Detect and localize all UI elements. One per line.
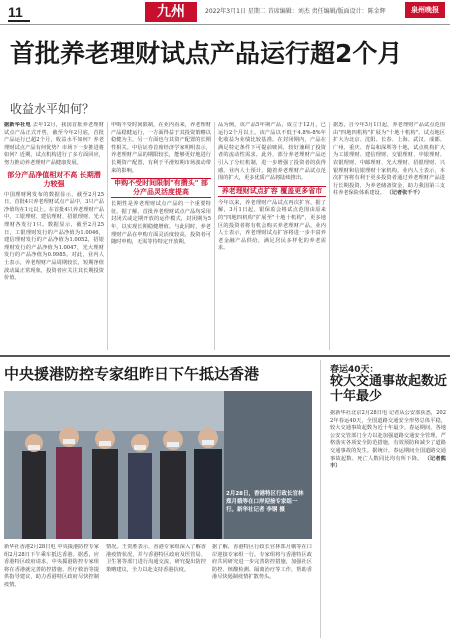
article2-text-3: 据了解，香港特区行政长官林郑月娥等在口岸迎接专家组一行。专家组将与香港特区政府共同研究进一步完善防控措施，加强社区防控、核酸检测、隔离治疗等工作，帮助香港尽快遏制疫情扩散势头。 [212,544,312,581]
article1-col3-text: 品为例，该产品5年期产品，成立于12月，已运行2个月以上。该产品以不低于4.8%-8%年化收益为业绩比较基准。在封闭期内，产品在满足特定条件下可提前赎回，较好兼顾了投资者的流动性需求。此外，部分养老理财产品还引入了分红机制，进一步增强了投资者的获得感。业内人士预计，随着养老理财产品试点范围的扩大，更多优质产品将陆续推出。 [218,122,326,182]
article2-column-1 [4,544,99,638]
article2-text-2: 情况。王贺胜表示，香港专家组深入了解香港疫情状况，并与香港特区政府及医管局、卫生署等部门进行沟通交流，研究提出防控策略建议，全力以赴支持香港抗疫。 [106,544,206,573]
section-badge: 九州 [145,2,197,22]
article2-text-1: 新华社香港2月28日电 中央援港防控专家组2月28日下午乘车抵达香港。据悉，应香港特区政府请求，中央援港防控专家组将在香港就完善防控措施、医疗救治等提供指导建议，助力香港特区政府尽快控制疫情。 [4,544,99,588]
article2-headline: 中央援港防控专家组昨日下午抵达香港 [4,365,260,383]
header-rule [0,24,450,25]
column-divider [329,122,330,350]
section-divider [0,355,450,357]
column-divider [320,360,321,638]
column-divider [107,122,108,350]
column-divider [214,122,215,350]
article1-subhead: 收益水平如何？ [10,102,95,116]
page-header [0,0,450,22]
article3-text: 据新华社北京2月28日电 记者从公安部获悉，2022年春运40天，全国道路交通安全形势总体平稳，较大交通事故起数为近十年最少。春运期间，各地公安交管部门全力以赴加强道路交通安全管理，严格落实各项安全防范措施，有效预防和减少了道路交通事故的发生。据统计，春运期间全国道路交通事故起数、死亡人数同比均有所下降。 [330,410,446,462]
article3-column [330,410,446,638]
article1-col2-subheading: 申购不受时间限制"有攒头" 部分产品灵活度提高 [111,178,211,198]
article1-col3-subheading: 养老理财试点扩容 覆盖更多省市 [218,186,326,197]
article1-col3-text-2: 今年以来，养老理财产品试点再次扩容。据了解，3月1日起，银保监会将试点范围由原来的"四地四机构"扩展至"十地十机构"，更多地区的投资者将有机会购买养老理财产品。业内人士表示，养老理财试点扩容将进一步丰富养老金融产品供给，满足居民多样化的养老需求。 [218,199,326,252]
article3-kicker: 春运40天： [330,365,379,375]
article1-col4-text: 据悉，自今年3月1日起，养老理财产品试点范围由"四地四机构"扩展为"十地十机构"。试点地区扩大为北京、沈阳、长春、上海、武汉、成都、广州、重庆、青岛和深圳等十地，试点机构扩大为工银理财、建信理财、交银理财、中银理财、农银理财、中邮理财、光大理财、招银理财、兴银理财和信银理财十家机构。业内人士表示，本次扩容将有利于更多投资者通过养老理财产品进行长期投资，为养老储备资金，助力我国第三支柱养老保险体系建设。 [333,122,445,197]
article1-column-4 [333,122,445,350]
article1-col1-text-2: 中国理财网发布的数据显示，截至2月25日，首批4只养老理财试点产品中，3只产品净值均在1元以上。在首批4只养老理财产品中，工银理财、建信理财、招银理财、光大理财各发行1只。数据显示，截至2月25日，工银理财发行的产品净值为1.0046，建信理财发行的产品净值为1.0052，招银理财发行的产品净值为1.0047，光大理财发行的产品净值为0.9985。对此，业内人士表示，养老理财产品周期较长，短期净值波动属正常现象，投资者应关注其长期投资价值。 [4,191,104,282]
news-photo [4,391,312,539]
article1-dateline: 据新华社电 [4,122,31,128]
article1-byline: （记者张千千） [386,190,423,197]
article1-col2-text-2: 长期性是养老理财试点产品的一个重要特征。据了解，首批养老理财试点产品均采用封闭式或定期开放的运作模式，封闭期为5年，以实现长期稳健增值。与此同时，养老理财产品在申购方面灵活度较高，投资者可随时申购，无需等待特定开放期。 [111,201,211,246]
article1-col1-subheading: 部分产品净值相对不高 长期潜力较强 [7,170,101,188]
page-number: 11 [8,4,23,20]
article3-headline: 较大交通事故起数近十年最少 [330,374,448,404]
article2-column-2 [106,544,206,638]
page-number-dash [8,20,30,22]
article2-column-3 [212,544,312,638]
article1-column-3 [218,122,326,350]
article1-col2-text: 申购不受时间限制，在业内看来，养老理财产品稳健运行，一方面得益于其投资策略以稳健为主，另一方面也与其资产配置的长期性相关。中信证券首席经济学家明明表示，养老理财产品的期限较长，能够更好地进行长期资产配置，有利于平滑短期市场波动带来的影响。 [111,122,211,174]
photo-caption: 2月28日，香港特区行政长官林郑月娥等在口岸迎接专家组一行。新华社记者 李钢 摄 [226,491,304,513]
article3-byline: （记者熊丰） [330,455,446,470]
article1-column-1 [4,122,104,350]
photo-illustration [4,391,312,539]
article1-column-2 [111,122,211,350]
article1-headline: 首批养老理财试点产品运行超2个月 [10,39,403,68]
article1-col1-text: 去年12月，我国首批养老理财试点产品正式开售，截至今年2月底，首批产品运行已超2个月，收益水平如何？养老理财试点产品有何优势？市场下一步推进将如何？近期，试点机构进行了多方面回应，努力推动养老理财产品健康发展。 [4,122,104,166]
newspaper-logo: 泉州晚报 [405,2,445,18]
page-meta: 2022年3月1日 星期二 首席编辑：刘杰 责任编辑/版面设计：陈金辉 [205,8,386,15]
